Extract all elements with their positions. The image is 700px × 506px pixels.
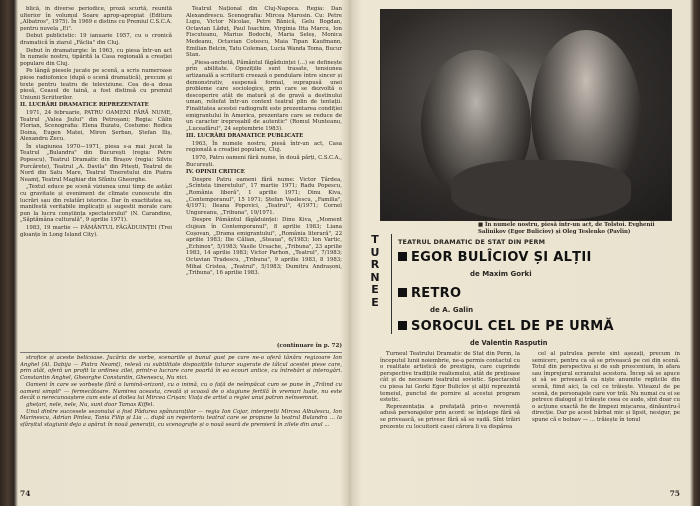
right-column-2 [532, 351, 680, 483]
left-col2-heading: III. LUCRĂRI DRAMATICE PUBLICATE [186, 133, 304, 140]
bullet-icon [398, 252, 407, 261]
editorial-note [20, 352, 342, 479]
right-col2-paragraph: cel al patrulea perete sînt așezați, precum în semicerc, pentru ca să se privească pe cei din scenă. Totul din perspectiva și de sub proscenium, în afara sau împrejurul ecranului acestora. Încep să se apuce și să se privească ca niște anumite replicile din scenă, fiind aici, la cel ce trăiește. Viteazul de pe scenă, de personajele care vor trăi. Nu numai cu ei se petrece dialogul și trăiește ceea ce aude, sînt doar cu o acțiune exactă fie de limpezi mișcarea, dinăuntru-î direcție. Dar pe acest bărbat mic și lipsit, nesigur, pe spune că e bolnav — ... trăiește în tonul [532, 351, 680, 423]
left-col1-paragraph: „Textul educe pe scenă viziunea unui timp de astăzi cu gravitate și eveniment de climate cunoscute din lucrări sau din relatări istorice. Dar în exactitatea sa, manifestă veritabile implicații și sugestii morale care pun la lucru conștiința spectatorului" (N. Carandino, „Săptămâna culturală", 9 aprilie 1971). [20, 184, 172, 224]
left-col1-paragraph: Debut publicistic: 19 ianuarie 1957, cu o cronică dramatică în ziarul „Făclia" din Cluj. [20, 33, 172, 46]
play-title-1 [398, 250, 592, 265]
play-title-text: EGOR BULÎCIOV ȘI ALȚII [411, 250, 592, 265]
left-column-2 [186, 6, 342, 344]
play-author-3: de Valentin Rasputin [470, 339, 548, 347]
left-col2-paragraph: 1963, În numele nostru, piesă într-un act, Casa regională a creației populare, Cluj. [186, 140, 342, 154]
left-col1-paragraph: Pe lângă piesele jucate pe scenă, a scris numeroase piese radiofonice (după o scenă dramatică), precum și texte pentru teatru de televiziune. Cea de-a doua piesă, Ceasul de taină, a fost distinsă cu premiul Uniunii Scriitorilor. [20, 68, 172, 101]
section-label-letter: U [370, 245, 380, 259]
section-label-vertical [360, 234, 390, 336]
left-col1-paragraph: În stagiunea 1970—1971, piesa s-a mai jucat la Teatrul „Bulandra" din București (regia: Petre Popescu), Teatrul Dramatic din Brașov (regia: Silviu Purcărete), Teatrul „A. Davila" din Pitești, Teatrul de Nord din Satu Mare, Teatrul Tineretului din Piatra Neamț, Teatrul Maghiar din Sfântu Gheorghe. [20, 143, 172, 183]
section-label-letter: N [370, 270, 380, 284]
left-col2-heading: IV. OPINII CRITICE [186, 169, 245, 176]
left-col2-paragraph: Despre Patru oameni fără nume: Victor Țârdea, „Scînteia tineretului", 17 martie 1971; Radu Popescu, „România liberă", 1 aprilie 1971; Dinu Kiva, „Contemporanul", 15 1971; Ștefan Vasilescu, „Familia", 4/1971; Ileana Popovici, „Teatrul", 4/1971; Cornel Ungureanu, „Tribuna", 19/1971. [186, 176, 342, 216]
left-col1-heading: II. LUCRĂRI DRAMATICE REPREZENTATE [20, 102, 149, 109]
right-col1-paragraph: Turneul Teatrului Dramatic de Stat din Perm, la începutul lunii noiembrie, ne-a permis contactul cu o realitate artistică de prestigiu, care cuprinde perspective tradițiile realismului, atât de prețioase cât și de necesare teatrului sovietic. Spectacolul cu piesa lui Gorki Egor Bulicîov și alții reprezintă temeiul, punctul de pornire al acestui program estetic. [380, 351, 520, 404]
page-number-right: 75 [669, 489, 680, 498]
section-label-letter: E [371, 295, 379, 309]
bullet-icon [398, 321, 407, 330]
play-author-2: de A. Galin [430, 306, 474, 314]
editorial-paragraph: Unul dintre succesele sezonului a fost Pădurea spânzuraților — regia Ion Cojar, interpreții Mircea Albulescu, Ion Marinescu, Adrian Pintea, Tania Filip și Lia ... după un repertoriu teatral care se propune la teatrul Bulandra ... la sfârșitul stagiunii deja a apărut în nouă generații, cu scenografie și o nouă seară de premieră în zilele din anul ... [20, 408, 342, 429]
bullet-icon [398, 288, 407, 297]
left-col2-paragraph: Despre Pământul făgăduinței: Dinu Kiva, „Moment clujean în Contemporanul", 8 aprilie 1983; Liana Coșovan, „Drama emigrantului", „România literară", 22 aprilie 1983; Ilie Călian, „Steaua", 6/1983; Ion Vartic, „Echinox", 5/1983; Vasile Ursache, „Tribuna", 23 aprilie 1983, 14 aprilie 1983; Victor Parhon, „Teatrul", 7/1983; Octavian Tradescu, „Tribuna", 9 aprilie 1983, 8 1983; Mihai Cristea, „Teatrul", 5/1983; Dumitru Andrașoni, „Tribuna", 16 aprilie 1983. [186, 217, 342, 277]
left-col2-paragraph: 1970, Patru oameni fără nume, în două părți, C.S.C.A., București. [186, 155, 342, 168]
section-label-text [360, 234, 390, 309]
section-label-letter: E [371, 283, 379, 296]
right-col1-paragraph: Reprezentația a prefațată prin-o reverență adusă personajelor prin acord: se înțelege fără să se privească, se privesc fără să se vadă. Sînt trăiri prezente cu locuitorii casei cărora li va dispărea [380, 403, 520, 430]
editorial-paragraph: Oameni în care se vorbește fără o lumină-orizont, cu o inimă, cu o față de neîmpăcat cum se pune în „Trăind cu oameni simpli" — fermecătoare. Numirea aceasta, creată și scoasă de o stagiune fertilă în vremuri luate, nu este decât o nerecunoaștere cum este al doilea lui Mircea Crișan: Viața de artist a regiei unui patron neînsemnat. [20, 381, 342, 402]
left-col1-paragraph: Debut în dramaturgie: în 1963, cu piesa într-un act În numele nostru, tipărită la Casa regională a creației populare din Cluj. [20, 47, 172, 67]
section-label-letter: T [371, 233, 379, 246]
theatre-name: TEATRUL DRAMATIC DE STAT DIN PERM [398, 238, 546, 246]
production-photo [380, 9, 672, 221]
right-column-1 [380, 351, 520, 483]
left-col1-paragraph: 1983, 19 martie — PĂMÂNTUL FĂGĂDUINȚEI (Trei gloanțe în Long Island City). [20, 225, 172, 238]
left-col1-paragraph: blică, în diverse periodice, proză scurtă, reunită ulterior în volumul Soare aprop-apropiat (Editura „Albatros", 1975). În 1969 e distins cu Premiul C.S.C.A. pentru nuvela „Ei". [20, 6, 172, 32]
play-author-1: de Maxim Gorki [470, 270, 532, 278]
continuation-note: (continuare în p. 72) [276, 343, 342, 349]
section-divider [391, 234, 392, 334]
play-title-text: SOROCUL CEL DE PE URMĂ [411, 319, 614, 334]
left-col2-paragraph: „Piesa-anchetă, Pământul făgăduinței (...) se definește prin abilitate. Opozițiile sunt trasate, tensiunea artizanală a scriiturii creează o pendulare între sincer și demonstrativ, suspensă formal, suprapusă unei probleme care sociologice, prin care se dezvoltă o descoperire atât de matură și de gravă a destinului uman, reliefat într-un context teatral plin de tentații. Finalitatea acestei radiografii este prezentarea condiției emigrantului în America, prezentare care se reduce de un caracter ireproșabil de autentic" (Romul Munteanu, „Luceafărul", 24 septembrie 1983). [186, 59, 342, 132]
play-title-2 [398, 286, 461, 301]
play-title-3 [398, 319, 614, 334]
page-number-left: 74 [20, 489, 31, 498]
photo-caption: ■ În numele nostru, piesă într-un act, de Tolstoi. Evghenii Salinikov (Egor Bulicîov) și Oleg Teslenko (Pavlin) [478, 222, 655, 235]
editorial-paragraph: strofice și aceste belicoase. Jucăria de vorbe, scenariile și bunul gust pe care ne-o oferă tânăra regizoare Ion Anghel (Al. Dabija — Piatra Neamț), relevă cu subtilitate dispozițiile tuturor sugerate de tâlcul acestei piese care, prin atât, oferă un profit la ordinea zilei, printr-o lucrare care poartă în ea ecouri antice, cu întrebări și interogări. Constantin Anghel, Gheorghe Constantin, Ghenescu, Nu nici. [20, 355, 342, 382]
section-label-letter: R [370, 258, 380, 271]
editorial-paragraph: ghețari, nele, nele, Nu, sunt doar Tamas Kiffel. [26, 401, 155, 408]
left-col2-paragraph: Teatrul Național din Cluj-Napoca. Regia: Dan Alexandrescu. Scenografia: Mircea Marosin. Cu: Petre Lupu, Victor Nicolae, Petre Bănică, Gelu Bogdan, Octavian Lăduț, Paul Ioachim, Virginia Itta Marcu, Ion Fiscuteanu, Marius Bodochi, Maria Seleș, Monica Medeanu, Octavian Cotescu, Maia Tipan Kaufmann, Emilian Belcin, Tatu Coleman, Lucia Wanda Toma, Bucur Stan. [186, 6, 342, 59]
left-col1-paragraph: 1971, 24 februarie, PATRU OAMENI FĂRĂ NUME, Teatrul „Valea Jiului" din Petroșani; Regia: Călin Florian, Scenografia: Elena Buzatu, Costume: Rodica Doina, Eugen Matei, Miron Șerban, Ștefan Iliș, Alexandru Zecu. [20, 109, 172, 143]
left-page [20, 6, 342, 498]
left-column-1 [20, 6, 172, 344]
right-page [360, 6, 688, 498]
play-title-text: RETRO [411, 286, 462, 301]
